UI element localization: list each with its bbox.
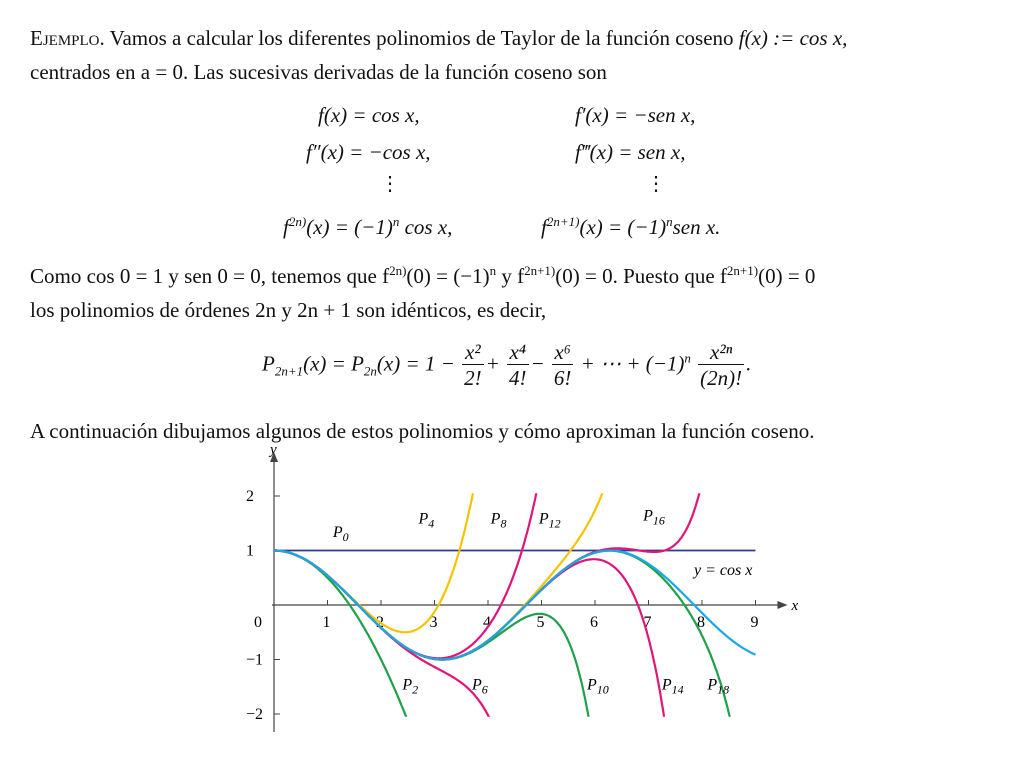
y-axis-label: y bbox=[270, 442, 277, 458]
deriv-row4-right: $f^{2n+1)}(x) = (-1)^nsen$ x. bbox=[541, 214, 721, 239]
curve-label: $P_2$ bbox=[402, 676, 419, 697]
curve-label: $P_6$ bbox=[471, 676, 488, 697]
fraction-term-6: $\frac{\text{x⁶}}{6!}$ bbox=[553, 340, 572, 390]
x-tick-label: 1 bbox=[322, 614, 331, 631]
curve-p2 bbox=[274, 551, 417, 747]
y-tick-label: 2 bbox=[246, 488, 254, 505]
curve-label: $P_4$ bbox=[418, 510, 435, 531]
curve-label: $P_{18}$ bbox=[707, 676, 730, 697]
curve-label: $P_{10}$ bbox=[586, 676, 609, 697]
curve-label: $P_{12}$ bbox=[538, 510, 561, 531]
paragraph2-line2: los polinomios de órdenes 2n y 2n + 1 son idénticos, es decir, bbox=[30, 298, 547, 322]
x-tick-label: 5 bbox=[536, 614, 545, 631]
x-tick-label: 9 bbox=[750, 614, 759, 631]
curve-p18 bbox=[274, 551, 735, 742]
curve-label: $P_{16}$ bbox=[643, 507, 665, 528]
fraction-term-2n: $\frac{\text{x²ⁿ}}{(2n)!}$ bbox=[700, 340, 743, 390]
curve-label: y = cos x bbox=[693, 562, 753, 580]
x-tick-label: 3 bbox=[429, 614, 438, 631]
intro-line-2: centrados en a = 0. Las sucesivas derivadas de la función coseno son bbox=[30, 60, 607, 84]
vdots-right: ⋮ bbox=[646, 173, 666, 195]
example-label: Ejemplo. bbox=[30, 26, 105, 50]
intro-text: Vamos a calcular los diferentes polinomios de Taylor de la función coseno bbox=[109, 26, 734, 50]
x-tick-label: 7 bbox=[643, 614, 652, 631]
fraction-term-4: $\frac{\text{x⁴}}{4!}$ bbox=[509, 340, 527, 390]
deriv-row2-right: f‴(x) = sen x, bbox=[575, 140, 686, 164]
paragraph2-line1: Como cos 0 = 1 y sen 0 = 0, tenemos que $f^{2n)}(0) = (-1)^n$ y $f^{2n+1)}(0) = 0$. Puesto que $f^{2n+1)}(0) = 0$ bbox=[30, 263, 816, 288]
deriv-row1-left: f(x) = cos x, bbox=[318, 103, 420, 127]
intro-line-1 bbox=[30, 26, 847, 51]
curve-label: $P_8$ bbox=[490, 510, 507, 531]
x-tick-label: 6 bbox=[590, 614, 598, 631]
x-tick-label: 2 bbox=[376, 614, 384, 631]
x-tick-label: 0 bbox=[254, 614, 262, 631]
y-tick-label: −2 bbox=[246, 706, 264, 723]
curve-label: $P_{14}$ bbox=[661, 676, 684, 697]
x-axis-arrow bbox=[778, 601, 788, 609]
deriv-row2-left: f″(x) = −cos x, bbox=[306, 140, 431, 164]
curve-label: $P_0$ bbox=[332, 523, 349, 544]
taylor-polynomials-chart bbox=[230, 440, 799, 740]
cosine-definition: f(x) := cos x, bbox=[738, 26, 848, 50]
y-tick-label: −1 bbox=[246, 651, 264, 669]
deriv-row1-right: f′(x) = −sen x, bbox=[575, 103, 696, 127]
vdots-left: ⋮ bbox=[380, 173, 400, 195]
x-tick-label: 4 bbox=[483, 614, 491, 631]
curve-p10 bbox=[274, 551, 593, 744]
fraction-term-2: $\frac{\text{x²}}{2!}$ bbox=[464, 340, 482, 390]
x-axis-label: x bbox=[791, 598, 799, 614]
deriv-row4-left: $f^{2n)}(x) = (-1)^n$ cos x, bbox=[283, 214, 453, 239]
x-tick-label: 8 bbox=[697, 614, 705, 631]
curve-p4 bbox=[274, 465, 478, 633]
paragraph3: A continuación dibujamos algunos de estos polinomios y cómo aproximan la función coseno. bbox=[30, 419, 815, 443]
taylor-formula: $P_{2n+1}(x) = P_{2n}(x) = 1$ − $\frac{\text{x²}}{2!}$ + $\frac{\text{x⁴}}{4!}$ − $\frac{\text{x⁶}}{6!}$ + ⋯ + $(-1)^n$ $\frac{\text{x²ⁿ}}{(2n)!}$ . bbox=[262, 340, 752, 390]
y-tick-label: 1 bbox=[246, 542, 254, 560]
